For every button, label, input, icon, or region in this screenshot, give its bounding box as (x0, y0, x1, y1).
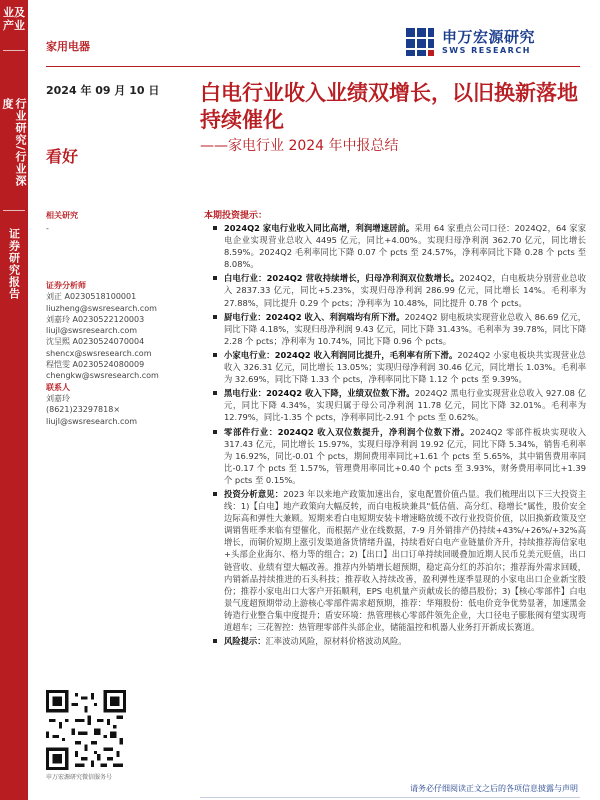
side-top-label-text: 业及产业 (3, 6, 25, 32)
company-logo (404, 22, 574, 62)
footer-disclaimer: 请务必仔细阅读正文之后的各项信息披露与声明 (410, 784, 578, 793)
contact-name: 刘嘉玲 (46, 393, 70, 403)
bullet-lead: 黑电行业：2024Q2 收入下降，业绩双位数下滑。 (224, 388, 415, 399)
bullet-lead: 厨电行业：2024Q2 收入、利润端均有所下滑。 (224, 311, 405, 322)
bullet-text: 2023 年以来地产政策加速出台，家电配置价值凸显。我们梳理出以下三大投资主线：1)【白电】地产政策向大幅反转，而白电板块兼具"低估值、高分红、稳增长"属性，股价安全边际高和弹性大兼顾。短期来看白电短期安装卡增速略放缓不改行业投资价值，以旧换新政策及空调销售旺季来临有望催化，而根据产业在线数据，7-9 月外销排产仍持续+43%/+26%/+32%高增长，而铜价短期上涨引发渠道备货情绪升温，持续看好白电产业链量价齐升，持续推荐海信家电+头部企业海尔、格力等的组合；2)【出口】出口订单持续回暖叠加近期人民币兑美元贬值，出口链营收、业绩有望大幅改善。推荐内外销增长超预期，稳定高分红的苏泊尔；推荐海外需求回暖，内销新品持续推进的石头科技；推荐收入持续改善，盈利弹性逐季显现的小家电出口企业新宝股份；推荐小家电出口大客户开拓顺利，EPS 电机量产贡献成长的德昌股份；3)【核心零部件】白电景气度超预期带动上游核心零部件需求超预期，推荐：华翔股份：低电价竞争优势显著，加速黑金铸造行业整合集中度提升；盾安环境：热管理核心零部件领先企业，大口径电子膨胀阀有望实现弯道超车；三花智控：热管理零部件头部企业，储能温控和机器人业务打开新成长赛道。 (224, 488, 586, 632)
report-title: 白电行业收入业绩双增长，以旧换新落地持续催化 (200, 81, 578, 132)
list-item (200, 272, 586, 308)
report-subtitle: ——家电行业 2024 年中报总结 (200, 138, 399, 154)
analyst-email[interactable]: liujl@swsresearch.com (46, 326, 138, 336)
bullet-text: 2024Q2，白电板块分别营业总收入 2837.33 亿元，同比+5.23%，实现归母净利润 286.99 亿元，同比增长 14%。毛利率为 27.88%，同比提升 0.29 个 pcts；净利率为 10.48%，同比提升 0.78 个 pcts。 (224, 273, 586, 308)
summary-list (200, 222, 586, 649)
list-item (200, 349, 586, 385)
side-section-report-text: 证券研究报告 (7, 228, 21, 300)
bullet-text: 2024Q2 零部件板块实现收入 317.43 亿元，同比增长 15.97%，实现归母净利润 19.92 亿元，同比下降 5.34%，销售毛利率为 16.92%，同比-0.01 个 pcts，期间费用率同比+1.61 个 pcts 至 5.65%，其中销售费用率同比-0.17 个 pcts 至 1.57%，管理费用率同比+0.40 个 pcts 至 3.93%，财务费用率同比+1.39 个 pcts 至 0.15%。 (224, 426, 587, 485)
analysts-label: 证券分析师 (46, 281, 86, 290)
list-item (200, 426, 586, 486)
list-item (200, 488, 586, 633)
bullet-lead: 小家电行业：2024Q2 收入利润同比提升，毛利率有所下滑。 (224, 349, 458, 360)
analyst-line: 沈呈熙 A0230524070004 (46, 337, 145, 347)
side-separator (3, 50, 25, 51)
rating-label: 看好 (46, 147, 79, 166)
report-date: 2024 年 09 月 10 日 (46, 84, 160, 97)
bullet-lead: 投资分析意见： (224, 488, 284, 499)
summary-heading: 本期投资提示： (204, 211, 268, 221)
footer-rule (200, 797, 580, 798)
bullet-lead: 白电行业：2024Q2 营收持续增长，归母净利润双位数增长。 (224, 273, 460, 284)
logo-text-en: SWS RESEARCH (442, 45, 531, 55)
bullet-text: 2024Q2 黑电行业实现营业总收入 927.08 亿元，同比下降 4.34%，实现归属于母公司净利润 11.78 亿元，同比下降 32.01%。毛利率为 12.79%，同比-1.35 个 pcts，净利率同比-2.91 个 pcts 至 0.62%。 (224, 388, 587, 423)
side-separator (3, 210, 25, 211)
analyst-email[interactable]: chengkw@swsresearch.com (46, 371, 159, 381)
side-section-report (0, 228, 28, 318)
bullet-text: 2024Q2 厨电板块实现营业总收入 86.69 亿元，同比下降 4.18%，实现归母净利润 9.43 亿元，同比下降 31.43%。毛利率为 39.78%，同比下降 2.28 个 pcts；净利率为 10.74%，同比下降 0.96 个 pcts。 (224, 311, 586, 346)
list-item (200, 311, 586, 347)
bullet-lead: 风险提示： (224, 636, 266, 647)
bullet-text: 采用 64 家重点公司口径：2024Q2，64 家家电企业实现营业总收入 4495 亿元，同比+4.00%。实现归母净利润 362.70 亿元，同比增长 8.59%。2024Q2 毛利率同比下降 0.07 个 pcts 至 24.57%，净利率同比下降 0.28 个 pcts 至 8.08%。 (224, 223, 586, 270)
analyst-line: 程恺雯 A0230524080009 (46, 360, 145, 370)
logo-mark-icon (404, 26, 436, 58)
bullet-lead: 2024Q2 家电行业收入同比高增，利润增速居前。 (224, 223, 415, 233)
contact-email[interactable]: liujl@swsresearch.com (46, 416, 138, 426)
side-section-report-type (0, 98, 28, 198)
qr-code-icon (46, 690, 126, 770)
bullet-text: 汇率波动风险，原材料价格波动风险。 (265, 636, 407, 647)
analyst-block (46, 280, 196, 427)
list-item (200, 222, 586, 270)
list-item (200, 387, 586, 423)
logo-text-cn: 申万宏源研究 (442, 27, 536, 46)
analyst-email[interactable]: liuzheng@swsresearch.com (46, 303, 157, 313)
bullet-text: 2024Q2 小家电板块共实现营业总收入 326.31 亿元，同比增长 13.05%；实现归母净利润 30.46 亿元，同比增长 1.03%。毛利率为 32.69%，同比下降 1.33 个 pcts，净利率同比下降 1.12 个 pcts 至 9.39%。 (224, 349, 586, 385)
industry-label: 家用电器 (46, 40, 90, 53)
related-research-value: - (46, 224, 49, 233)
bullet-lead: 零部件行业：2024Q2 收入双位数提升，净利润个位数下滑。 (224, 426, 470, 437)
analyst-line: 刘正 A0230518100001 (46, 292, 137, 302)
related-research-title: 相关研究 (46, 211, 78, 220)
analyst-line: 刘嘉玲 A0230522120003 (46, 314, 145, 324)
contact-phone: (8621)23297818× (46, 405, 121, 415)
side-top-label (0, 6, 28, 46)
header-rule (46, 66, 580, 67)
contact-label: 联系人 (46, 382, 70, 392)
analyst-email[interactable]: shencx@swsresearch.com (46, 348, 152, 358)
qr-code-caption: 申万宏源研究微信服务号 (46, 774, 113, 781)
side-section-report-type-text: 行业研究/行业深度 (1, 98, 27, 188)
list-item (200, 635, 586, 647)
